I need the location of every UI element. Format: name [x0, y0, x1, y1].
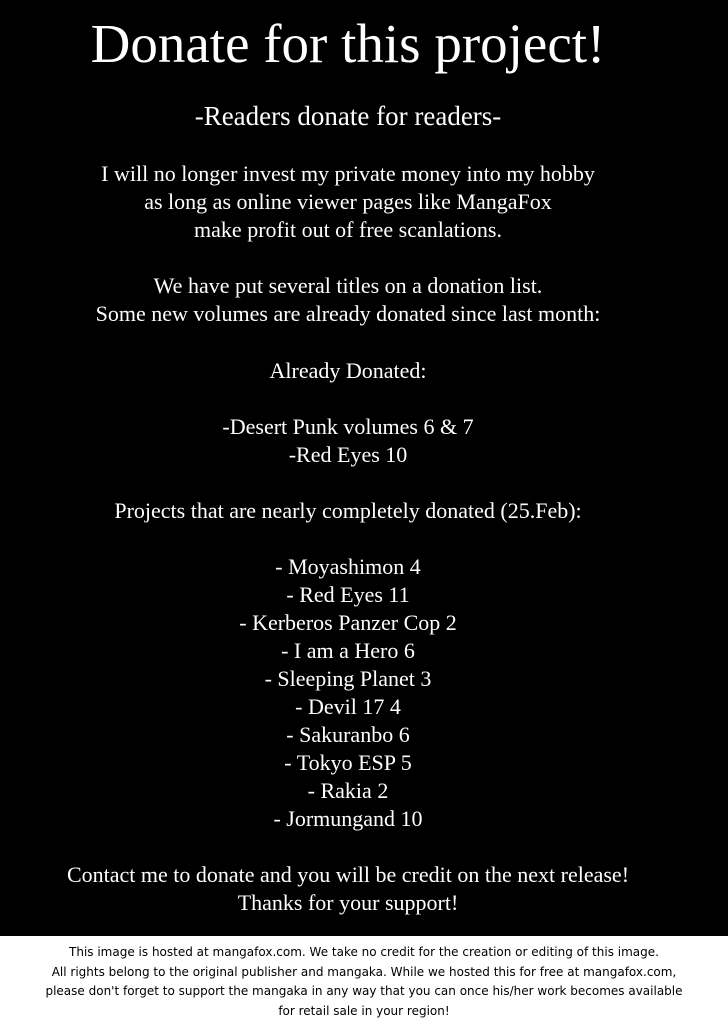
hosting-disclaimer-footer — [0, 936, 728, 1025]
nearly-donated-item: - Moyashimon 4 — [275, 554, 421, 579]
nearly-donated-item: - Red Eyes 11 — [286, 582, 410, 607]
nearly-donated-item: - Rakia 2 — [307, 778, 389, 803]
nearly-donated-heading: Projects that are nearly completely donated (25.Feb): — [114, 498, 582, 523]
intro-line: make profit out of free scanlations. — [194, 217, 502, 242]
list-intro-line: Some new volumes are already donated since last month: — [95, 301, 601, 326]
nearly-donated-item: - Jormungand 10 — [273, 806, 423, 831]
footer-line: This image is hosted at mangafox.com. We take no credit for the creation or editing of this image. — [69, 945, 659, 959]
nearly-donated-item: - Tokyo ESP 5 — [284, 750, 412, 775]
already-donated-heading: Already Donated: — [269, 358, 427, 383]
nearly-donated-item: - Devil 17 4 — [295, 694, 401, 719]
closing-line: Thanks for your support! — [237, 890, 459, 915]
footer-line: All rights belong to the original publisher and mangaka. While we hosted this for free at mangafox.com, — [51, 964, 677, 979]
page-subtitle: -Readers donate for readers- — [194, 101, 502, 131]
page-title: Donate for this project! — [90, 13, 606, 74]
intro-line: I will no longer invest my private money into my hobby — [101, 161, 595, 186]
nearly-donated-item: - I am a Hero 6 — [281, 638, 415, 663]
already-donated-item: -Desert Punk volumes 6 & 7 — [222, 414, 474, 439]
footer-line: please don't forget to support the mangaka in any way that you can once his/her work becomes available — [45, 984, 683, 998]
closing-line: Contact me to donate and you will be credit on the next release! — [66, 862, 630, 887]
intro-line: as long as online viewer pages like MangaFox — [144, 189, 552, 214]
nearly-donated-item: - Kerberos Panzer Cop 2 — [239, 610, 457, 635]
already-donated-item: -Red Eyes 10 — [288, 442, 408, 467]
list-intro-line: We have put several titles on a donation list. — [153, 273, 543, 298]
nearly-donated-item: - Sleeping Planet 3 — [264, 666, 432, 691]
footer-line: for retail sale in your region! — [278, 1003, 450, 1018]
nearly-donated-item: - Sakuranbo 6 — [286, 722, 410, 747]
